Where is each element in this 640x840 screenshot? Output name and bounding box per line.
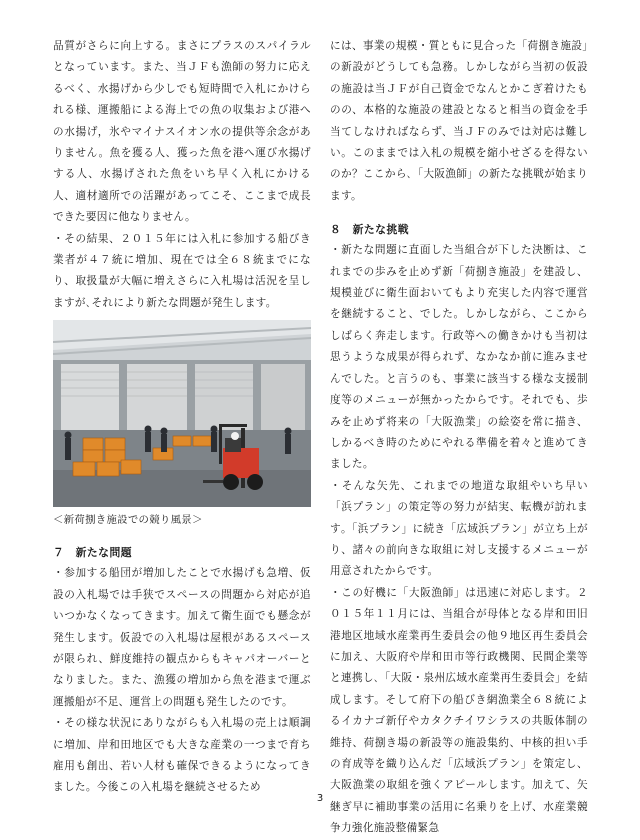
auction-photo: [53, 320, 311, 507]
photo-caption: ＜新荷捌き施設での競り風景＞: [53, 514, 203, 527]
paragraph: 品質がさらに向上する。まさにプラスのスパイラルとなっています。また、当ＪＦも漁師の努力に応えるべく、水揚げから少しでも短時間で入札にかけられる様、運搬船による海上での魚の収集および港への水揚げ，氷やマイナスイオン水の提供等余念がありません。魚を獲る人、獲った魚を港へ運び水揚げする人、水揚げされた魚をいち早く入札にかける人、適材適所での活躍があってこそ、ここまで成長できた要因に他なりません。: [53, 40, 311, 224]
page-number: 3: [316, 793, 324, 804]
right-column: [330, 36, 588, 840]
paragraph: ・そんな矢先、これまでの地道な取組やいち早い「浜プラン」の策定等の努力が結実、転機が訪れます｡「浜プラン」に続き「広域浜プラン」が立ち上がり、諸々の前向きな取組に対し支援するメニューが用意されたからです。: [330, 479, 588, 578]
left-column: [53, 36, 311, 799]
section-heading-7: ７ 新たな問題: [53, 546, 133, 560]
auction-photo-image: [53, 320, 311, 507]
paragraph: ・その結果、２０１５年には入札に参加する船びき業者が４７統に増加、現在では全６８統までになり、取扱量が大幅に増えさらに入札場は活況を呈しますが､それにより新たな問題が発生します。: [53, 232, 311, 309]
paragraph: ・参加する船団が増加したことで水揚げも急増、仮設の入札場では手狭でスペースの問題から対応が追いつかなくなってきます。加えて衛生面でも懸念が発生します。仮設での入札場は屋根があるスペースが限られ、鮮度維持の観点からもキャパオーバーとなりました。また、漁獲の増加から魚を港まで運ぶ運搬船が不足、運営上の問題も発生したのです。: [53, 567, 311, 708]
paragraph: ・この好機に「大阪漁師」は迅速に対応します。２０１５年１１月には、当組合が母体となる岸和田旧港地区地域水産業再生委員会の他９地区再生委員会に加え、大阪府や岸和田市等行政機関、民間企業等と連携し､「大阪・泉州広域水産業再生委員会」を結成します。そして府下の船びき網漁業全６８統によるイカナゴ新仔やカタクチイワシラスの共販体制の維持、荷捌き場の新設等の施設集約、中核的担い手の育成等を織り込んだ「広域浜プラン」を策定し、大阪漁業の取組を強くアピールします。加えて、矢継ぎ早に補助事業の活用に名乗りを上げ、水産業競争力強化施設整備緊急: [330, 586, 588, 835]
paragraph: には、事業の規模・質ともに見合った「荷捌き施設」の新設がどうしても急務。しかしながら当初の仮設の施設は当ＪＦが自己資金でなんとかこぎ着けたものの、本格的な施設の建設となると相当の資金を手当てしなければならず、当ＪＦのみでは対応は難しい。このままでは入札の規模を縮小せざるを得ないのか？ここから､「大阪漁師」の新たな挑戦が始まります。: [330, 40, 588, 202]
paragraph: ・新たな問題に直面した当組合が下した決断は、これまでの歩みを止めず新「荷捌き施設」を建設し、規模並びに衛生面おいてもより充実した内容で運営を継続すること、でした。しかしながら、ここからしばらく奔走します。行政等への働きかけも当初は思うような成果が得られず、なかなか前に進みませんでした。と言うのも、事業に該当する様な支援制度等のメニューが無かったからです。それでも、歩みを止めず将来の「大阪漁業」の絵姿を常に描き、しかるべき時のためにやれる準備を着々と進めてきました。: [330, 244, 588, 471]
paragraph: ・その様な状況にありながらも入札場の売上は順調に増加、岸和田地区でも大きな産業の一つまで育ち雇用も創出、若い人材も確保できるようになってきました。今後この入札場を継続させるため: [53, 717, 311, 794]
section-heading-8: ８ 新たな挑戦: [330, 223, 410, 237]
